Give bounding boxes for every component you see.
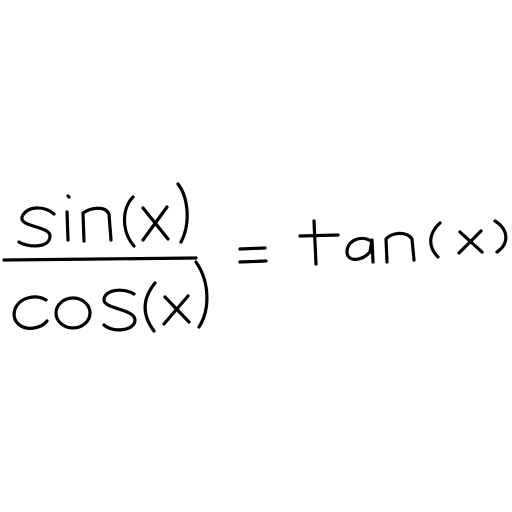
denominator-cos-x bbox=[14, 262, 207, 331]
fraction-bar bbox=[4, 258, 196, 260]
result-tan-x bbox=[300, 221, 506, 264]
equals-sign bbox=[240, 248, 266, 262]
numerator-sin-x bbox=[19, 184, 187, 246]
